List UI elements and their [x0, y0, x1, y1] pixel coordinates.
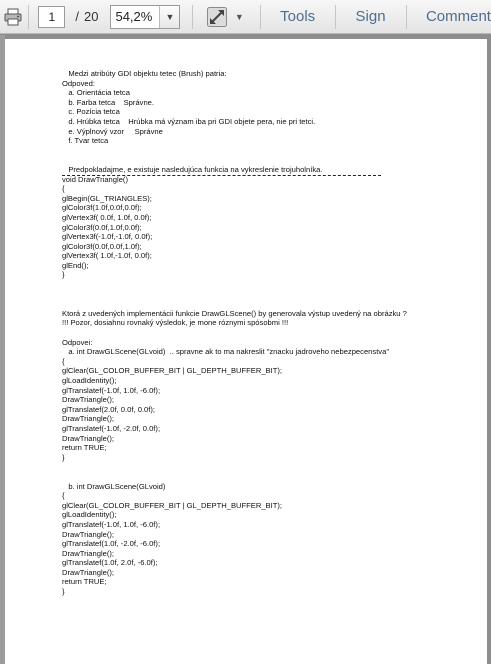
- text-line: }: [62, 270, 65, 280]
- text-line: [62, 299, 482, 309]
- text-line: }: [62, 452, 65, 462]
- print-button[interactable]: [4, 5, 22, 29]
- text-line: glBegin(GL_TRIANGLES);: [62, 193, 152, 203]
- text-line: Predpokladajme, e existuje nasledujúca funkcia na vykreslenie trojuholníka.: [62, 164, 323, 174]
- text-line: DrawTriangle();: [62, 433, 115, 443]
- text-line: Ktorá z uvedených implementácii funkcie DrawGLScene() by generovala výstup uvedený na obrázku ?: [62, 308, 407, 318]
- text-line: a. int DrawGLScene(GLvoid) .. spravne ak to ma nakreslit "znacku jadroveho nebezpecenstva": [62, 347, 390, 357]
- text-line: DrawTriangle();: [62, 529, 115, 539]
- text-line: return TRUE;: [62, 443, 107, 453]
- text-line: [62, 290, 482, 300]
- text-line: glTranslatef(-1.0f, 1.0f, -6.0f);: [62, 519, 161, 529]
- text-line: !!! Pozor, dosiahnu rovnaký výsledok, je mone róznymi spósobmi !!!: [62, 318, 289, 328]
- text-line: glColor3f(1.0f,0.0f,0.0f);: [62, 203, 142, 213]
- document-text: [62, 69, 482, 597]
- text-line: Medzi atribúty GDI objektu tetec (Brush) patria:: [62, 69, 227, 78]
- page-total: 20: [84, 9, 99, 24]
- text-line: glClear(GL_COLOR_BUFFER_BIT | GL_DEPTH_BUFFER_BIT);: [62, 500, 282, 510]
- text-line: c. Pozícia tetca: [62, 107, 120, 117]
- text-line: {: [62, 184, 65, 194]
- chevron-down-icon: ▼: [234, 11, 244, 22]
- text-line: {: [62, 356, 65, 366]
- print-icon: [4, 8, 22, 26]
- text-line: Odpoved:: [62, 78, 95, 88]
- text-line: glTranslatef(2.0f, 0.0f, 0.0f);: [62, 404, 155, 414]
- text-line: glTranslatef(-1.0f, 1.0f, -6.0f);: [62, 385, 161, 395]
- toolbar: [0, 0, 491, 34]
- text-line: [62, 328, 482, 338]
- fit-page-button[interactable]: [207, 5, 227, 29]
- more-tools-button[interactable]: [235, 12, 244, 22]
- text-line: void DrawTriangle(): [62, 174, 128, 184]
- text-line: glTranslatef(1.0f, 2.0f, -6.0f);: [62, 558, 158, 568]
- text-line: [62, 462, 482, 472]
- text-line: d. Hrúbka tetca Hrúbka má význam iba pri GDI objete pera, nie pri tetci.: [62, 116, 316, 126]
- text-line: glColor3f(0.0f,1.0f,0.0f);: [62, 222, 142, 232]
- text-line: [62, 155, 482, 165]
- text-line: DrawTriangle();: [62, 395, 115, 405]
- expand-icon: [207, 7, 227, 27]
- text-line: DrawTriangle();: [62, 567, 115, 577]
- text-line: glTranslatef(1.0f, -2.0f, -6.0f);: [62, 539, 161, 549]
- text-line: glVertex3f(-1.0f,-1.0f, 0.0f);: [62, 232, 153, 242]
- text-line: {: [62, 491, 65, 501]
- text-line: b. Farba tetca Správne.: [62, 97, 155, 107]
- text-line: glEnd();: [62, 260, 89, 270]
- text-line: glClear(GL_COLOR_BUFFER_BIT | GL_DEPTH_BUFFER_BIT);: [62, 366, 282, 376]
- tools-button[interactable]: Tools: [280, 8, 316, 25]
- text-line: f. Tvar tetca: [62, 136, 109, 146]
- page-separator: /: [75, 9, 79, 24]
- text-line: DrawTriangle();: [62, 548, 115, 558]
- page-number-input[interactable]: [38, 6, 65, 28]
- zoom-dropdown-button[interactable]: [159, 6, 179, 28]
- text-line: glLoadIdentity();: [62, 376, 117, 385]
- text-line: }: [62, 587, 65, 597]
- text-line: glColor3f(0.0f,0.0f,1.0f);: [62, 241, 142, 251]
- text-line: b. int DrawGLScene(GLvoid): [62, 481, 166, 491]
- zoom-select[interactable]: [110, 5, 180, 29]
- text-line: glLoadIdentity();: [62, 510, 117, 520]
- text-line: Odpovei:: [62, 337, 93, 347]
- text-line: [62, 280, 482, 290]
- text-line: [62, 146, 482, 156]
- zoom-value: 54,2%: [115, 9, 153, 24]
- text-line: DrawTriangle();: [62, 414, 115, 424]
- text-line: a. Orientácia tetca: [62, 88, 130, 98]
- text-line: e. Výplnový vzor Správne: [62, 126, 163, 136]
- text-line: [62, 472, 482, 482]
- sign-button[interactable]: Sign: [355, 8, 386, 25]
- comment-button[interactable]: Comment: [425, 8, 491, 25]
- text-line: return TRUE;: [62, 577, 107, 587]
- text-line: glVertex3f( 1.0f,-1.0f, 0.0f);: [62, 251, 152, 261]
- text-line: glTranslatef(-1.0f, -2.0f, 0.0f);: [62, 423, 161, 433]
- document-page: [5, 39, 487, 664]
- text-line: glVertex3f( 0.0f, 1.0f, 0.0f);: [62, 212, 152, 222]
- chevron-down-icon: ▼: [165, 11, 175, 22]
